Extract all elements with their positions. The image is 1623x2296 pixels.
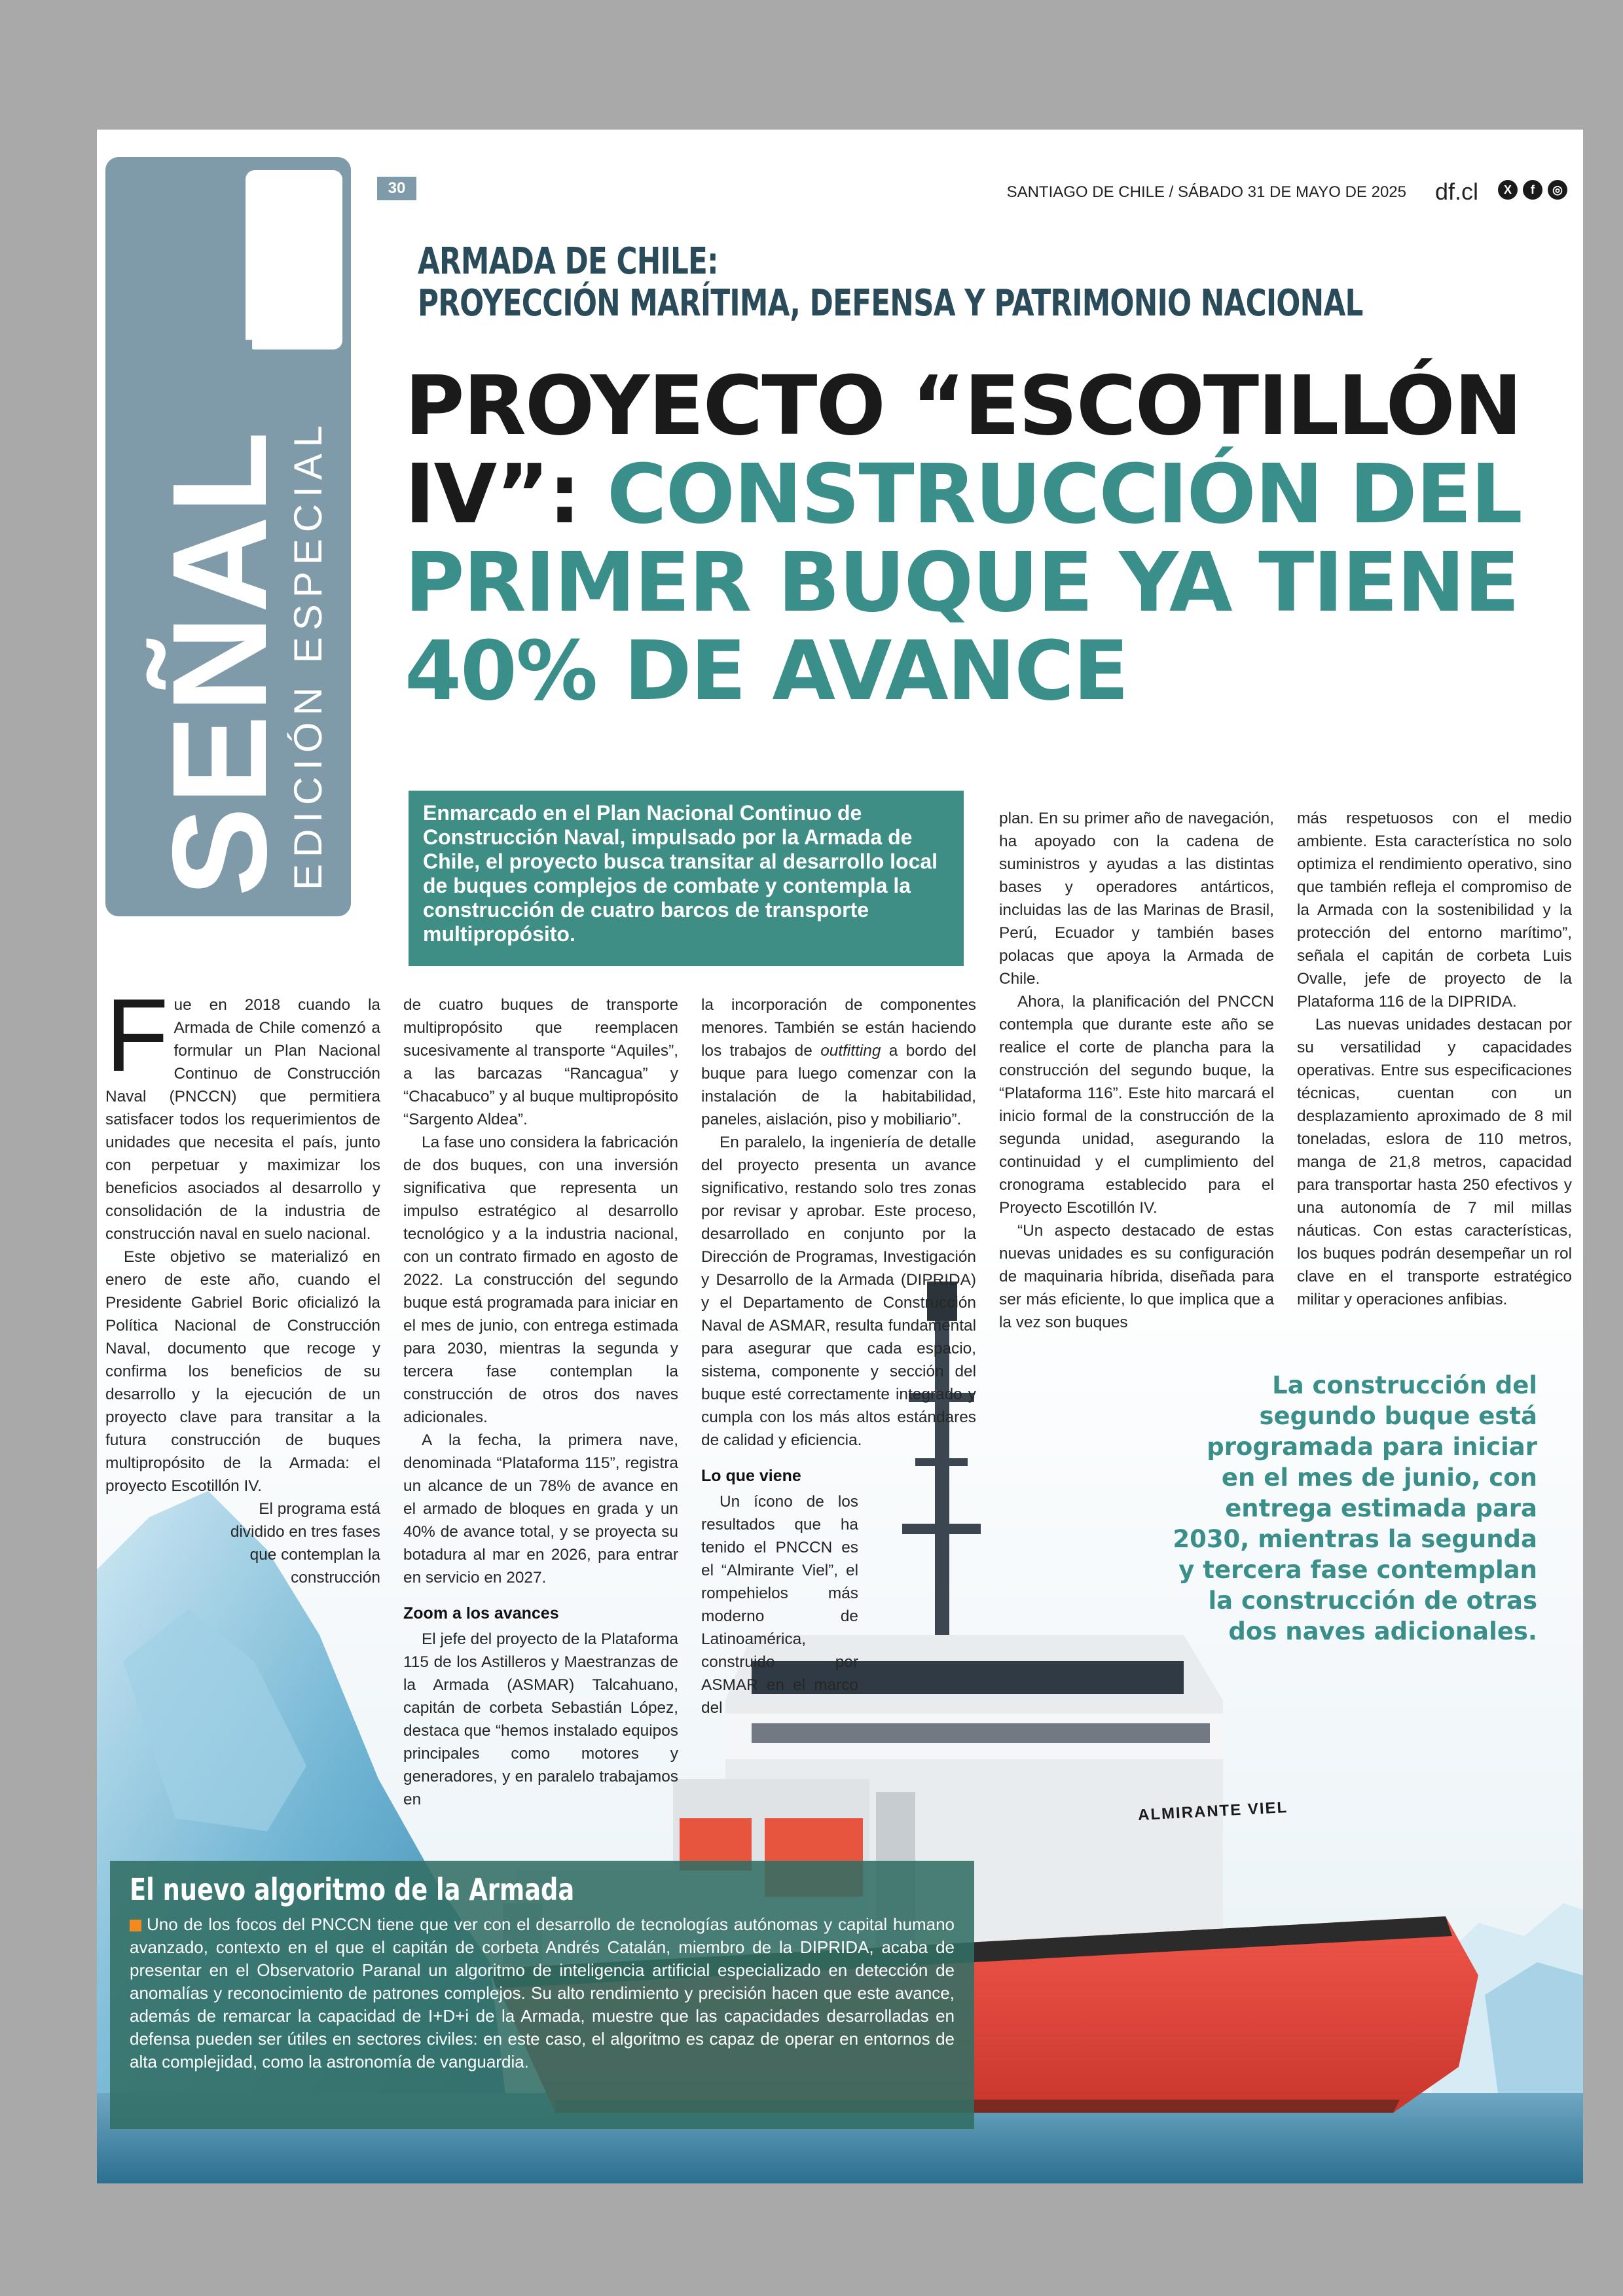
headline-teal: CONSTRUCCIÓN DEL PRIMER BUQUE YA TIENE 40% DE AVANCE xyxy=(405,447,1522,719)
page-number: 30 xyxy=(377,177,416,200)
df-logo: DF xyxy=(188,335,298,466)
column-5 xyxy=(1297,807,1572,1311)
sidebar-title: El nuevo algoritmo de la Armada xyxy=(130,1872,575,1907)
lead-paragraph: Enmarcado en el Plan Nacional Continuo de Construcción Naval, impulsado por la Armada de Chile, el proyecto busca transitar al desarrollo local de buques complejos de combate y contempla la construcción de cuatro barcos de transporte multipropósito. xyxy=(409,791,964,966)
headline xyxy=(405,359,1550,719)
paragraph: plan. En su primer año de navegación, ha apoyado con la cadena de suministros y ayudas a las distintas bases y operadores antárticos, incluidas las de las Marinas de Brasil, Perú, Ecuador y también bases polacas que apoya la Armada de Chile. xyxy=(999,810,1274,988)
sidebar-text xyxy=(130,1913,955,2073)
subheading-lo-que-viene: Lo que viene xyxy=(701,1467,801,1485)
facebook-icon[interactable]: f xyxy=(1523,180,1542,200)
paragraph: Un ícono de los resultados que ha tenido el PNCCN es el “Almirante Viel”, el rompehielos más moderno de Latinoamérica, construido por ASMAR en el marco del xyxy=(701,1493,858,1717)
sidebar-body: Uno de los focos del PNCCN tiene que ver con el desarrollo de tecnologías autónomas y capital humano avanzado, contexto en el que el capitán de corbeta Andrés Catalán, miembro de la DIPRIDA, acaba de presentar en el Observatorio Paranal un algoritmo de inteligencia artificial especializado en detección de anomalías y reconocimiento de patrones complejos. Su alto rendimiento y precisión hacen que este avance, además de remarcar la capacidad de I+D+i de la Armada, muestre que las capacidades desarrolladas en defensa pueden ser útiles en sectores civiles: en este caso, el algoritmo es capaz de operar en entornos de alta complejidad, como la astronomía de vanguardia. xyxy=(130,1914,955,2072)
ship-name-text: ALMIRANTE VIEL xyxy=(1137,1799,1288,1824)
paragraph: Ahora, la planificación del PNCCN contempla que durante este año se realice el corte de plancha para la construcción del segundo buque, la “Plataforma 116”. Este hito marcará el inicio formal de la construcción de la segunda unidad, asegurando la continuidad y el cumplimiento del cronograma establecido para el Proyecto Escotillón IV. xyxy=(999,993,1274,1217)
x-icon[interactable]: X xyxy=(1498,180,1518,200)
sidebar-box xyxy=(110,1861,974,2129)
instagram-icon[interactable]: ◎ xyxy=(1548,180,1567,200)
paragraph xyxy=(105,978,380,1246)
pull-quote: La construcción del segundo buque está programada para iniciar en el mes de junio, con entrega estimada para 2030, mientras la segunda y tercera fase contemplan la construcción de otras dos naves adicionales. xyxy=(1173,1371,1537,1645)
column-4 xyxy=(999,807,1274,1334)
paragraph: de cuatro buques de transporte multipropósito que reemplacen sucesivamente al transporte “Aquiles”, a las barcazas “Rancagua” y “Chacabuco” y al buque multipropósito “Sargento Aldea”. xyxy=(403,996,678,1128)
paragraph: La fase uno considera la fabricación de dos buques, con una inversión significativa que representa un impulso estratégico al desarrollo tecnológico y a la industria nacional, con un contrato firmado en agosto de 2022. La construcción del segundo buque está programada para iniciar en el mes de junio, con entrega estimada para 2030, mientras la segunda y tercera fase contemplan la construcción de otros dos naves adicionales. xyxy=(403,1134,678,1426)
paragraph-text: la incorporación de componentes menores. También se están haciendo los trabajos de xyxy=(701,996,976,1060)
paragraph: más respetuosos con el medio ambiente. Esta característica no solo optimiza el rendimiento operativo, sino que también refleja el compromiso de la Armada con la sostenibilidad y la protección del entorno marítimo”, señala el capitán de corbeta Luis Ovalle, jefe de proyecto de la Plataforma 116 de la DIPRIDA. xyxy=(1297,810,1572,1011)
kicker-line-1: ARMADA DE CHILE: xyxy=(418,240,718,283)
section-subtitle: EDICIÓN ESPECIAL xyxy=(286,418,330,890)
dateline xyxy=(1007,183,1406,202)
column-1 xyxy=(105,978,380,1589)
bullet-square-icon xyxy=(130,1920,141,1931)
paragraph: Este objetivo se materializó en enero de este año, cuando el Presidente Gabriel Boric oficializó la Política Nacional de Construcción Naval, documento que recoge y confirma los beneficios de su desarrollo y la ejecución de un proyecto clave para transitar a la futura construcción de buques multipropósito de la Armada: el proyecto Escotillón IV. xyxy=(105,1248,380,1495)
dateline-text: SANTIAGO DE CHILE / SÁBADO 31 DE MAYO DE 2025 xyxy=(1006,183,1406,201)
column-2 xyxy=(403,994,678,1811)
paragraph: Las nuevas unidades destacan por su versatilidad y capacidades operativas. Entre sus especificaciones técnicas, cuentan con un desplazamiento aproximado de 8 mil toneladas, eslora de 110 metros, manga de 21,8 metros, capacidad para transportar hasta 250 efectivos y una autonomía de 7 mil millas náuticas. Con estas características, los buques podrán desempeñar un rol clave en el transporte estratégico militar y operaciones anfibias. xyxy=(1297,1016,1572,1308)
paragraph: El jefe del proyecto de la Plataforma 115 de los Astilleros y Maestranzas de la Armada (ASMAR) Talcahuano, capitán de corbeta Sebastián López, destaca que “hemos instalado equipos principales como motores y generadores, y en paralelo trabajamos en xyxy=(403,1630,678,1808)
section-masthead xyxy=(105,157,351,916)
paragraph: El programa está dividido en tres fases que contemplan la construcción xyxy=(230,1500,380,1587)
column-3 xyxy=(701,994,976,1719)
paragraph-text: a bordo del buque para luego comenzar con la instalación de la habitabilidad, paneles, aislación, piso y mobiliario”. xyxy=(701,1042,976,1128)
paragraph xyxy=(701,994,976,1131)
newspaper-page xyxy=(97,130,1583,2183)
subheading-zoom: Zoom a los avances xyxy=(403,1604,559,1623)
kicker xyxy=(418,241,1465,325)
paragraph: En paralelo, la ingeniería de detalle del proyecto presenta un avance significativo, restando solo tres zonas por revisar y aprobar. Este proceso, desarrollado en conjunto por la Dirección de Programas, Investigación y Desarrollo de la Armada (DIPRIDA) y el Departamento de Construcción Naval de ASMAR, resulta fundamental para asegurar que cada espacio, sistema, componente y sección del buque esté correctamente integrado y cumpla con los más altos estándares de calidad y eficiencia. xyxy=(701,1134,976,1449)
paragraph: A la fecha, la primera nave, denominada “Plataforma 115”, registra un alcance de un 78% de avance en el armado de bloques en grada y un 40% de avance total, y se proyecta su botadura al mar en 2026, para entrar en servicio en 2027. xyxy=(403,1431,678,1587)
brand-url[interactable]: df.cl xyxy=(1434,178,1478,205)
drop-cap: F xyxy=(105,978,169,1093)
paragraph-text: ue en 2018 cuando la Armada de Chile comenzó a formular un Plan Nacional Continuo de Construcción Naval (PNCCN) que permitiera satisfacer todos los requerimientos de unidades que necesita el país, junto con perpetuar y maximizar los beneficios asociados al desarrollo y consolidación de la industria de construcción naval en suelo nacional. xyxy=(105,996,380,1243)
kicker-line-2: PROYECCIÓN MARÍTIMA, DEFENSA Y PATRIMONIO NACIONAL xyxy=(418,282,1363,325)
headline-dark: PROYECTO “ESCOTILLÓN IV”: xyxy=(405,359,1522,542)
paragraph: “Un aspecto destacado de estas nuevas unidades es su configuración de maquinaria híbrida, diseñada para ser más eficiente, lo que implica que a la vez son buques xyxy=(999,1222,1274,1331)
section-title: SEÑAL xyxy=(145,429,295,897)
emphasis-text: outfitting xyxy=(820,1042,881,1060)
